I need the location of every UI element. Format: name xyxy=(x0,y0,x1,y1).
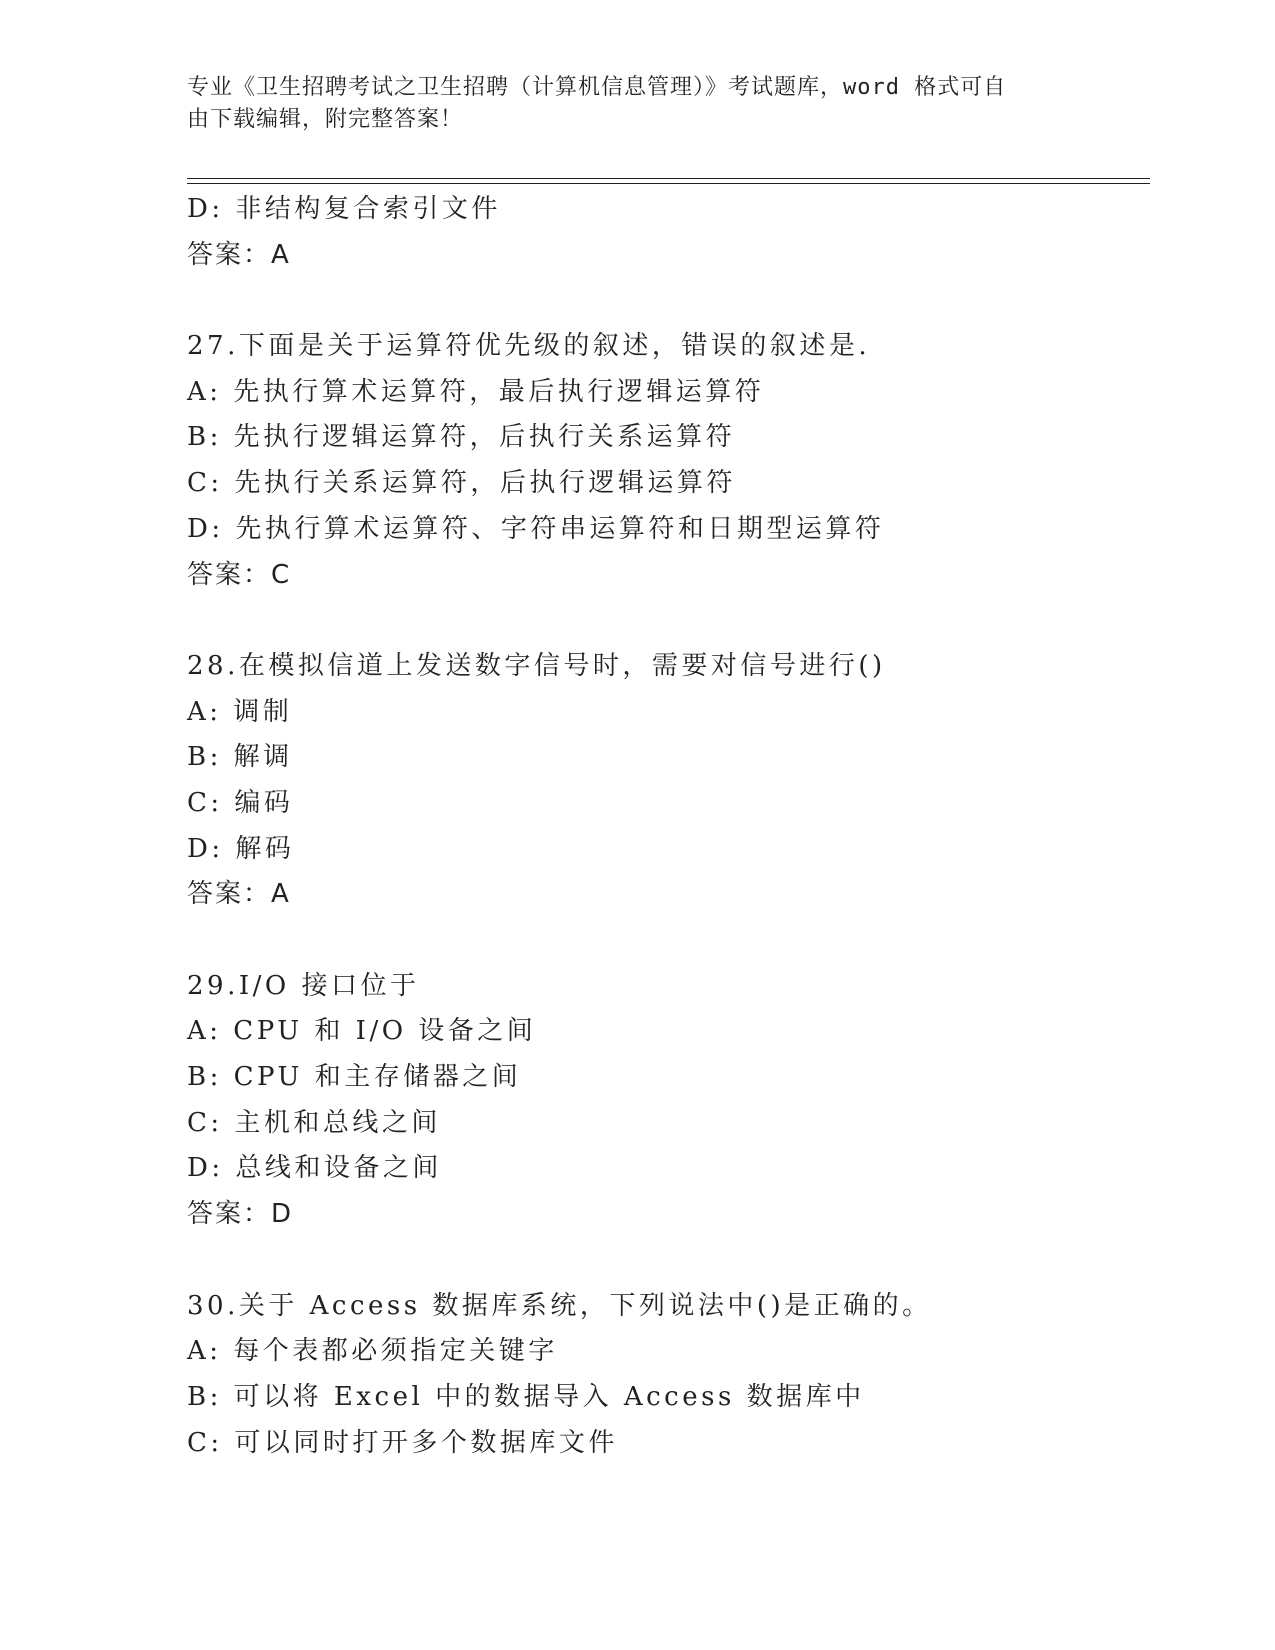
option-b: B: 可以将 Excel 中的数据导入 Access 数据库中 xyxy=(187,1381,865,1412)
question-29 xyxy=(187,964,1147,1238)
question-stem: 29.I/O 接口位于 xyxy=(187,970,420,1001)
option-c: C: 编码 xyxy=(187,787,294,818)
option-a: A: 先执行算术运算符，最后执行逻辑运算符 xyxy=(187,376,765,407)
option-a: A: 调制 xyxy=(187,696,293,727)
answer-line: 答案：A xyxy=(187,239,291,270)
continued-question xyxy=(187,187,1147,278)
question-28 xyxy=(187,644,1147,918)
answer-line: 答案：D xyxy=(187,1199,294,1230)
spacer xyxy=(187,278,1147,324)
option-a: A: 每个表都必须指定关键字 xyxy=(187,1336,558,1367)
option-b: B: 解调 xyxy=(187,742,293,773)
option-b: B: CPU 和主存储器之间 xyxy=(187,1062,522,1093)
spacer xyxy=(187,598,1147,644)
question-content xyxy=(187,187,1147,1466)
option-d: D: 总线和设备之间 xyxy=(187,1153,442,1184)
option-b: B: 先执行逻辑运算符，后执行关系运算符 xyxy=(187,422,736,453)
option-c: C: 主机和总线之间 xyxy=(187,1107,441,1138)
header-divider-bottom xyxy=(187,183,1150,184)
document-header xyxy=(187,72,1067,136)
question-stem: 30.关于 Access 数据库系统，下列说法中()是正确的。 xyxy=(187,1290,932,1321)
option-a: A: CPU 和 I/O 设备之间 xyxy=(187,1016,537,1047)
question-30 xyxy=(187,1284,1147,1467)
header-line-2: 由下载编辑，附完整答案！ xyxy=(187,107,464,132)
spacer xyxy=(187,918,1147,964)
question-stem: 28.在模拟信道上发送数字信号时，需要对信号进行() xyxy=(187,650,886,681)
question-stem: 27.下面是关于运算符优先级的叙述，错误的叙述是. xyxy=(187,331,871,362)
header-divider-top xyxy=(187,178,1150,179)
header-line-1: 专业《卫生招聘考试之卫生招聘（计算机信息管理）》考试题库，word 格式可自 xyxy=(187,75,1007,100)
spacer xyxy=(187,1238,1147,1284)
answer-line: 答案：C xyxy=(187,559,292,590)
option-d: D: 解码 xyxy=(187,833,295,864)
option-c: C: 可以同时打开多个数据库文件 xyxy=(187,1427,618,1458)
option-d: D: 非结构复合索引文件 xyxy=(187,194,501,224)
question-27 xyxy=(187,324,1147,598)
option-d: D: 先执行算术运算符、字符串运算符和日期型运算符 xyxy=(187,513,885,544)
option-c: C: 先执行关系运算符，后执行逻辑运算符 xyxy=(187,468,736,499)
answer-line: 答案：A xyxy=(187,879,291,910)
